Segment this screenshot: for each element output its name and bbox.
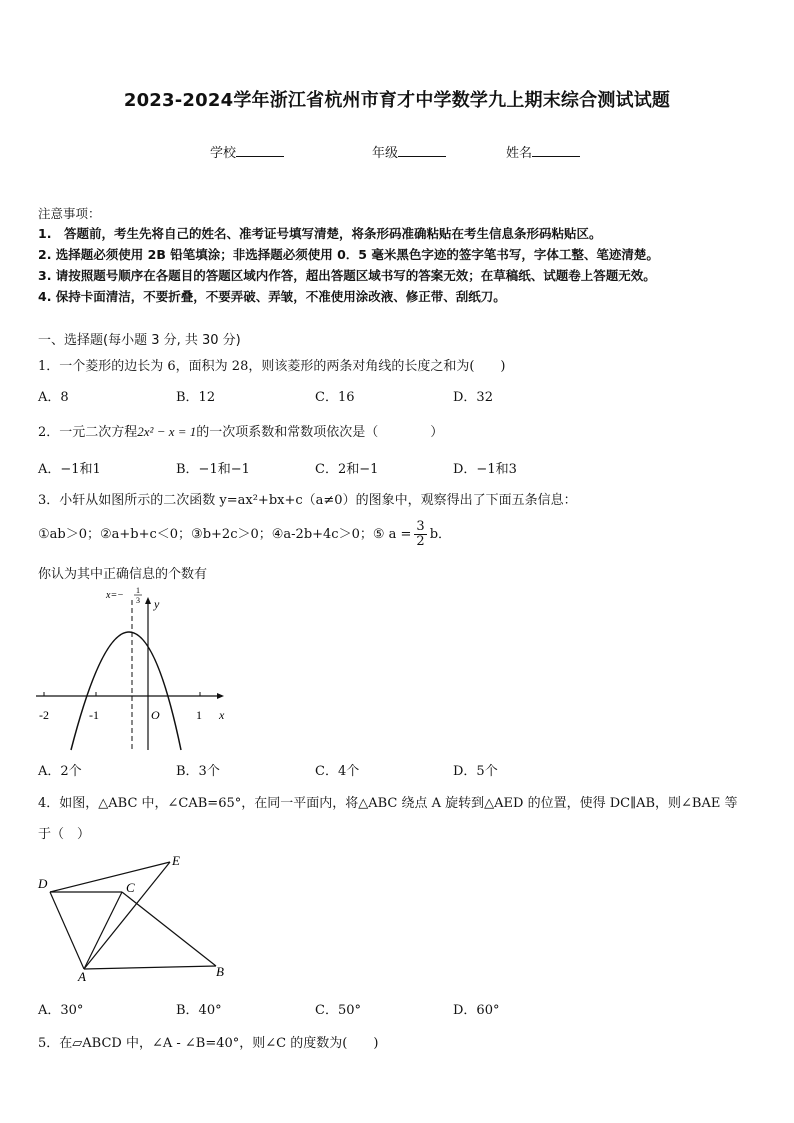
y-axis-arrow-icon xyxy=(145,597,151,604)
school-blank xyxy=(236,143,284,157)
q4-option-c: C．50° xyxy=(315,1003,361,1018)
q2-option-c: C．2和−1 xyxy=(315,462,379,477)
question-3-stem: 3．小轩从如图所示的二次函数 y=ax²+bx+c（a≠0）的图象中，观察得出了下面五条信息： xyxy=(38,493,577,508)
question-1-stem: 1．一个菱形的边长为 6，面积为 28，则该菱形的两条对角线的长度之和为( ) xyxy=(38,359,506,374)
q2-stem-post: 的一次项系数和常数项依次是（ ） xyxy=(196,425,444,440)
school-label: 学校 xyxy=(210,146,237,161)
grade-field xyxy=(372,142,446,161)
q4-option-b: B．40° xyxy=(176,1003,222,1018)
question-4-stem-line1: 4．如图，△ABC 中，∠CAB=65°，在同一平面内，将△ABC 绕点 A 旋转到△AED 的位置，使得 DC∥AB，则∠BAE 等 xyxy=(38,796,738,811)
symmetry-frac-den: 3 xyxy=(136,596,140,605)
q1-option-b: B．12 xyxy=(176,390,216,405)
segment-de xyxy=(50,862,170,892)
q3-info-line xyxy=(38,520,451,549)
symmetry-frac-num: 1 xyxy=(136,586,140,595)
label-b: B xyxy=(216,964,224,979)
segment-ea xyxy=(84,862,170,969)
segment-da xyxy=(50,892,84,969)
q1-option-c: C．16 xyxy=(315,390,355,405)
grade-blank xyxy=(398,143,446,157)
q2-option-b: B．−1和−1 xyxy=(176,462,250,477)
label-d: D xyxy=(38,876,48,891)
question-2-stem xyxy=(38,421,443,440)
q4-option-d: D．60° xyxy=(453,1003,500,1018)
note-3: 3. 请按照题号顺序在各题目的答题区域内作答，超出答题区域书写的答案无效；在草稿纸、试题卷上答题无效。 xyxy=(38,268,656,283)
section-heading: 一、选择题(每小题 3 分, 共 30 分) xyxy=(38,333,241,348)
x-axis-label: x xyxy=(219,708,225,722)
page-title: 2023-2024学年浙江省杭州市育才中学数学九上期末综合测试试题 xyxy=(123,90,671,111)
q3-info-tail: b． xyxy=(429,527,452,542)
grade-label: 年级 xyxy=(372,146,399,161)
segment-ca xyxy=(84,892,122,969)
parabola-graph xyxy=(30,586,235,754)
question-4-stem-line2: 于（ ） xyxy=(38,827,91,842)
segment-ab xyxy=(84,966,216,969)
q3-option-b: B．3个 xyxy=(176,764,220,779)
q3-option-d: D．5个 xyxy=(453,764,498,779)
q3-fraction: $\frac{3}{2}$ xyxy=(416,519,425,549)
tick-label-neg2: -2 xyxy=(39,708,49,722)
symmetry-label: x=− xyxy=(106,590,124,601)
segment-cb xyxy=(122,892,216,966)
tick-label-neg1: -1 xyxy=(89,708,99,722)
y-axis-label: y xyxy=(154,597,160,611)
question-5-stem: 5．在▱ABCD 中，∠A - ∠B=40°，则∠C 的度数为( ) xyxy=(38,1036,379,1051)
triangle-rotation-figure xyxy=(34,850,234,984)
x-axis-arrow-icon xyxy=(217,693,224,699)
q2-option-d: D．−1和3 xyxy=(453,462,517,477)
name-field xyxy=(506,142,580,161)
parabola-curve xyxy=(71,632,181,750)
q3-option-c: C．4个 xyxy=(315,764,360,779)
notes-heading: 注意事项： xyxy=(38,206,101,221)
q3-ask: 你认为其中正确信息的个数有 xyxy=(38,567,208,582)
q1-option-a: A．8 xyxy=(38,390,69,405)
q2-equation: 2x² − x = 1 xyxy=(137,424,197,439)
tick-label-1: 1 xyxy=(196,708,202,722)
origin-label: O xyxy=(151,708,160,722)
school-field xyxy=(210,142,284,161)
name-label: 姓名 xyxy=(506,146,533,161)
label-c: C xyxy=(126,880,135,895)
q4-option-a: A．30° xyxy=(38,1003,84,1018)
note-2: 2. 选择题必须使用 2B 铅笔填涂；非选择题必须使用 0．5 毫米黑色字迹的签字笔书写，字体工整、笔迹清楚。 xyxy=(38,247,659,262)
q2-option-a: A．−1和1 xyxy=(38,462,101,477)
name-blank xyxy=(532,143,580,157)
note-4: 4. 保持卡面清洁，不要折叠，不要弄破、弄皱，不准使用涂改液、修正带、刮纸刀。 xyxy=(38,289,506,304)
note-1: 1. 答题前，考生先将自己的姓名、准考证号填写清楚，将条形码准确粘贴在考生信息条形码粘贴区。 xyxy=(38,226,602,241)
q3-info-text: ①ab＞0；②a+b+c＜0；③b+2c＞0；④a-2b+4c＞0；⑤ a = xyxy=(38,527,412,542)
label-e: E xyxy=(172,853,180,868)
label-a: A xyxy=(78,969,86,984)
q2-stem-pre: 2．一元二次方程 xyxy=(38,425,138,440)
q3-option-a: A．2个 xyxy=(38,764,82,779)
q1-option-d: D．32 xyxy=(453,390,493,405)
